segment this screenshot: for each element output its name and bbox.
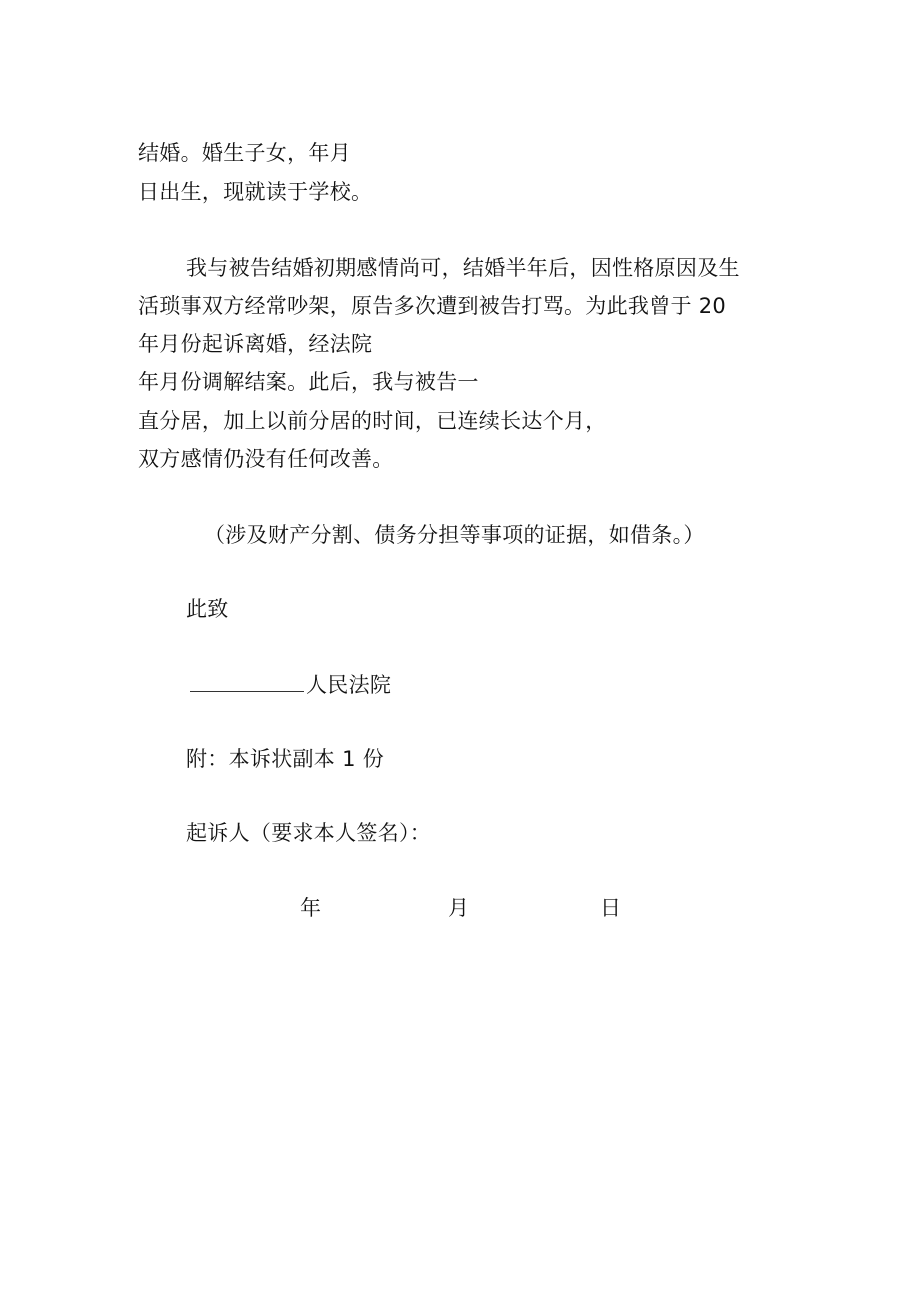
attachment-line: 附：本诉状副本 1 份: [186, 747, 385, 771]
date-day: 日: [600, 896, 621, 920]
date-year: 年: [300, 896, 321, 920]
evidence-note: （涉及财产分割、债务分担等事项的证据，如借条。）: [204, 523, 705, 547]
court-line: [186, 670, 391, 700]
paragraph2-line3: 年月份起诉离婚，经法院: [138, 332, 373, 356]
closing-greeting: 此致: [186, 597, 229, 621]
court-name-blank: [190, 671, 304, 692]
plaintiff-signature-line: 起诉人（要求本人签名）：: [186, 821, 432, 845]
date-month: 月: [448, 896, 469, 920]
paragraph2-line6: 双方感情仍没有任何改善。: [138, 447, 394, 471]
paragraph2-line4: 年月份调解结案。此后，我与被告一: [138, 370, 479, 394]
paragraph1-line2: 日出生，现就读于学校。: [138, 180, 373, 204]
court-suffix: 人民法院: [306, 673, 392, 697]
paragraph1-line1: 结婚。婚生子女，年月: [138, 141, 351, 165]
paragraph2-line2: 活琐事双方经常吵架，原告多次遭到被告打骂。为此我曾于 20: [138, 294, 727, 318]
paragraph2-line1: 我与被告结婚初期感情尚可，结婚半年后，因性格原因及生: [186, 256, 740, 280]
paragraph2-line5: 直分居，加上以前分居的时间，已连续长达个月，: [138, 409, 607, 433]
